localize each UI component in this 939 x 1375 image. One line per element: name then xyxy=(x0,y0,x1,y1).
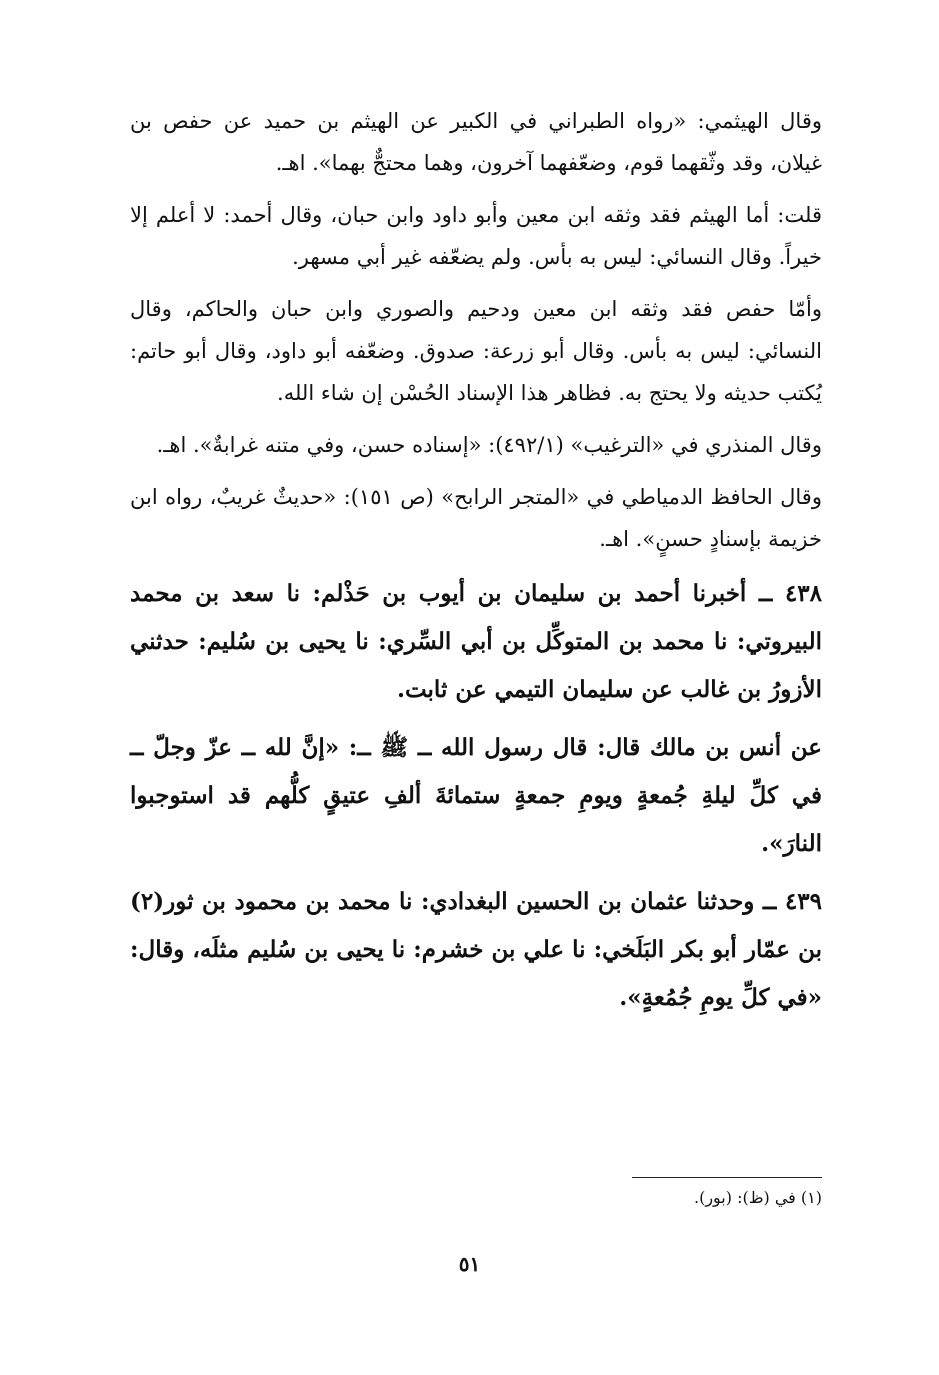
footnote-1: (١) في (ظ): (بور). xyxy=(693,1188,822,1207)
paragraph-haythami-quote: وقال الهيثمي: «رواه الطبراني في الكبير عن الهيثم بن حميد عن حفص بن غيلان، وقد وثّقهما قوم، وضعّفهما آخرون، وهما محتجٌّ بهما». اهـ. xyxy=(130,109,822,175)
hadith-439-chain: ٤٣٩ ــ وحدثنا عثمان بن الحسين البغدادي: نا محمد بن محمود بن ثور(٢) بن عمّار أبو بكر البَلَخي: نا علي بن خشرم: نا يحيى بن سُليم مثلَه، وقال: «في كلِّ يومِ جُمُعةٍ». xyxy=(130,888,822,1011)
paragraph-haytham-narrator: قلت: أما الهيثم فقد وثقه ابن معين وأبو داود وابن حبان، وقال أحمد: لا أعلم إلا خيراً. وقال النسائي: ليس به بأس. ولم يضعّفه غير أبي مسهر. xyxy=(130,203,822,269)
paragraph-mundhiri-quote: وقال المنذري في «الترغيب» (٤٩٢/١): «إسناده حسن، وفي متنه غرابةٌ». اهـ. xyxy=(156,433,822,457)
footnotes xyxy=(632,1177,822,1210)
footnote-divider xyxy=(632,1177,822,1178)
hadith-438-chain: ٤٣٨ ــ أخبرنا أحمد بن سليمان بن أيوب بن حَذْلم: نا سعد بن محمد البيروتي: نا محمد بن المتوكِّل بن أبي السِّري: نا يحيى بن سُليم: حدثني الأزورُ بن غالب عن سليمان التيمي عن ثابت. xyxy=(130,580,822,703)
paragraph-dimyati-quote: وقال الحافظ الدمياطي في «المتجر الرابح» (ص ١٥١): «حديثٌ غريبٌ، رواه ابن خزيمة بإسنادٍ حسنٍ». اهـ. xyxy=(130,485,822,551)
hadith-438-text: عن أنس بن مالك قال: قال رسول الله ــ ﷺ ــ: «إنَّ لله ــ عزّ وجلّ ــ في كلِّ ليلةِ جُمعةٍ ويومِ جمعةٍ ستمائةَ ألفِ عتيقٍ كلُّهم قد استوجبوا النارَ». xyxy=(130,734,822,857)
page-body xyxy=(130,100,822,1032)
paragraph-hafs-narrator: وأمّا حفص فقد وثقه ابن معين ودحيم والصوري وابن حبان والحاكم، وقال النسائي: ليس به بأس. وقال أبو زرعة: صدوق. وضعّفه أبو داود، وقال أبو حاتم: يُكتب حديثه ولا يحتج به. فظاهر هذا الإسناد الحُسْن إن شاء الله. xyxy=(130,297,822,405)
page-number: ٥١ xyxy=(458,1252,481,1276)
